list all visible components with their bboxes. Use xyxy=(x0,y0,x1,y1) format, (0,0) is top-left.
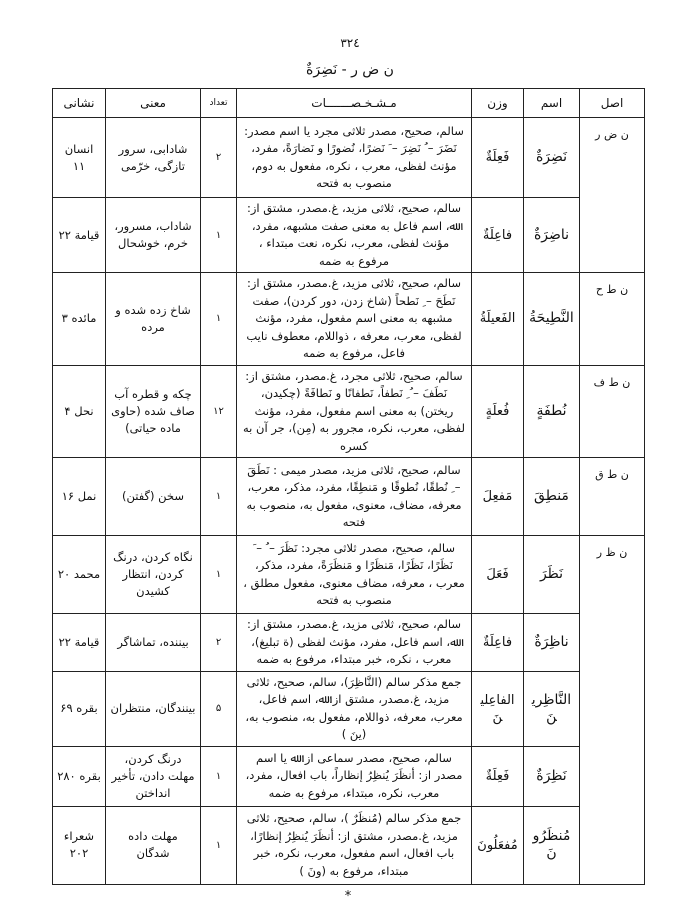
details-cell: سالم، صحیح، ثلاثی مزید، غ.مصدر، مشتق از: نَطَحَ – ِ نَطحاً (شاخ زدن، دور کردن)، صفت مشبهه به معنی اسم مفعول، مفرد، مؤنث لفظی، معرب، معرفه ، ذواللام، معطوف نایب فاعل، مرفوع به ضمه xyxy=(237,273,472,366)
ism-cell: ناضِرَةٌ xyxy=(524,198,580,273)
root-cell: ن ظ ر xyxy=(580,536,645,885)
root-cell: ن ط ق xyxy=(580,458,645,536)
wazn-cell: مُفعَلُونَ xyxy=(472,806,524,884)
meaning-cell: بیننده، تماشاگر xyxy=(106,614,201,672)
ref-cell: مائده ٣ xyxy=(53,273,106,366)
details-cell: سالم، صحیح، مصدر ثلاثی مجرد یا اسم مصدر: نَضَرَ – ُ نَضِرَ – َ نَضرًا، نُضورًا و نَضارَةً، مفرد، مؤنث لفظی، معرب ، نکره، مفعول به دوم، منصوب به فتحه xyxy=(237,118,472,198)
wazn-cell: مَفعِلَ xyxy=(472,458,524,536)
ism-cell: النَّطِیحَةُ xyxy=(524,273,580,366)
meaning-cell: درنگ کردن، مهلت دادن، تأخیر انداختن xyxy=(106,746,201,806)
ref-cell: نمل ١۶ xyxy=(53,458,106,536)
table-row xyxy=(53,198,645,273)
header-wazn: وزن xyxy=(472,89,524,118)
wazn-cell: فاعِلَةٌ xyxy=(472,614,524,672)
ism-cell: ناظِرَةٌ xyxy=(524,614,580,672)
table-row xyxy=(53,614,645,672)
details-cell: سالم، صحیح، ثلاثی مزید، غ.مصدر، مشتق از: ﷲ، اسم فاعل به معنی صفت مشبهه، مفرد، مؤنث لفظی، معرب، نکره، نعت مبتداء ، مرفوع به ضمه xyxy=(237,198,472,273)
count-cell: ١٢ xyxy=(201,365,237,458)
count-cell: ١ xyxy=(201,198,237,273)
details-cell: سالم، صحیح، ثلاثی مجرد، غ.مصدر، مشتق از: نَطَفَ – ُ ِ نَطفاً، نَطفانًا و نَطافَةً (چکیدن، ریختن) به معنی اسم مفعول، مفرد، مؤنث لفظی، معرب، نکره، مجرور به (مِن)، جر آن به کسره xyxy=(237,365,472,458)
table-area xyxy=(52,88,644,905)
wazn-cell: فَعِلَةٌ xyxy=(472,118,524,198)
table-row xyxy=(53,536,645,614)
ref-cell: نحل ۴ xyxy=(53,365,106,458)
header-asl: اصل xyxy=(580,89,645,118)
root-cell: ن ط ح xyxy=(580,273,645,366)
count-cell: ٢ xyxy=(201,118,237,198)
ref-cell: بقره ٢٨٠ xyxy=(53,746,106,806)
wazn-cell: فَعَلَ xyxy=(472,536,524,614)
ref-cell: شعراء ٢٠٢ xyxy=(53,806,106,884)
wazn-cell: فاعِلَةٌ xyxy=(472,198,524,273)
ref-cell: قیامة ٢٢ xyxy=(53,614,106,672)
details-cell: سالم، صحیح، ثلاثی مزید، مصدر میمی : نَطَقَ – ِ نُطقًا، نُطوقًا و مَنطِقًا، مفرد، مذکر، معرب، معرفه، مضاف، معنوی، مفعول به، منصوب به فتحه xyxy=(237,458,472,536)
header-ism: اسم xyxy=(524,89,580,118)
details-cell: جمع مذکر سالم (النَّاظِرَ)، سالم، صحیح، ثلاثی مزید، غ.مصدر، مشتق از: ﷲ، اسم فاعل، معرب، معرفه، ذواللام، مفعول به، منصوب به، (ینَ ) xyxy=(237,671,472,746)
meaning-cell: نگاه کردن، درنگ کردن، انتظار کشیدن xyxy=(106,536,201,614)
meaning-cell: چکه و قطره آب صاف شده (حاوی ماده حیاتی) xyxy=(106,365,201,458)
wazn-cell: الفَعیلَةُ xyxy=(472,273,524,366)
ref-cell: انسان ١١ xyxy=(53,118,106,198)
ism-cell: نَظَرَ xyxy=(524,536,580,614)
count-cell: ٢ xyxy=(201,614,237,672)
root-cell: ن ض ر xyxy=(580,118,645,273)
meaning-cell: سخن (گفتن) xyxy=(106,458,201,536)
table-row xyxy=(53,118,645,198)
table-row xyxy=(53,671,645,746)
meaning-cell: شاداب، مسرور، خرم، خوشحال xyxy=(106,198,201,273)
table-row xyxy=(53,806,645,884)
ism-cell: مَنطِقَ xyxy=(524,458,580,536)
ref-cell: قیامة ٢٢ xyxy=(53,198,106,273)
meaning-cell: شاخ زده شده و مرده xyxy=(106,273,201,366)
root-cell: ن ط ف xyxy=(580,365,645,458)
header-count: تعداد xyxy=(201,89,237,118)
header-ref: نشانی xyxy=(53,89,106,118)
wazn-cell: الفاعِلینَ xyxy=(472,671,524,746)
header-meaning: معنی xyxy=(106,89,201,118)
ref-cell: محمد ٢٠ xyxy=(53,536,106,614)
ism-cell: نَظِرَةٌ xyxy=(524,746,580,806)
page-number: ٣٢٤ xyxy=(340,36,360,50)
ism-cell: مُنظَرُونَ xyxy=(524,806,580,884)
wazn-cell: فُعلَةٍ xyxy=(472,365,524,458)
meaning-cell: بینندگان، منتظران xyxy=(106,671,201,746)
details-cell: سالم، صحیح، مصدر ثلاثی مجرد: نَظَرَ – ُ – َ نَظَرًا، نَظَرًا، مَنظَرًا و مَنظَرَةً، مفرد، مذکر، معرب ، معرفه، مضاف معنوی، مفعول مطلق ، منصوب به فتحه xyxy=(237,536,472,614)
count-cell: ١ xyxy=(201,458,237,536)
footer-mark: * xyxy=(344,888,352,904)
wazn-cell: فَعِلَةٌ xyxy=(472,746,524,806)
count-cell: ١ xyxy=(201,746,237,806)
count-cell: ۵ xyxy=(201,671,237,746)
word-analysis-table xyxy=(52,88,645,885)
header-details: مـشـخـصـــــــات xyxy=(237,89,472,118)
ism-cell: نَضِرَةٌ xyxy=(524,118,580,198)
count-cell: ١ xyxy=(201,806,237,884)
details-cell: سالم، صحیح، ثلاثی مزید، غ.مصدر، مشتق از: ﷲ، اسم فاعل، مفرد، مؤنث لفظی (ة تبلیغ)، معرب ، نکره، خبر مبتداء، مرفوع به ضمه xyxy=(237,614,472,672)
table-row xyxy=(53,365,645,458)
details-cell: سالم، صحیح، مصدر سماعی از: ﷲ یا اسم مصدر از: أنظَرَ یُنظِرُ إنظاراً، باب افعال، مفرد، معرب، نکره، مبتداء، مرفوع به ضمه xyxy=(237,746,472,806)
details-cell: جمع مذکر سالم (مُنظَرٌ )، سالم، صحیح، ثلاثی مزید، غ.مصدر، مشتق از: أنظَرَ یُنظِرُ إنظارًا، باب افعال، اسم مفعول، معرب، نکره، خبر مبتداء، مرفوع به (ونَ ) xyxy=(237,806,472,884)
meaning-cell: مهلت داده شدگان xyxy=(106,806,201,884)
ref-cell: بقره ۶٩ xyxy=(53,671,106,746)
table-row xyxy=(53,273,645,366)
count-cell: ١ xyxy=(201,536,237,614)
meaning-cell: شادابی، سرور تازگی، خرّمی xyxy=(106,118,201,198)
page-title: ن ض ر - نَضِرَةٌ xyxy=(306,62,394,78)
ism-cell: النَّاظِرینَ xyxy=(524,671,580,746)
ism-cell: نُطفَةٍ xyxy=(524,365,580,458)
header-row xyxy=(53,89,645,118)
table-row xyxy=(53,746,645,806)
table-row xyxy=(53,458,645,536)
count-cell: ١ xyxy=(201,273,237,366)
